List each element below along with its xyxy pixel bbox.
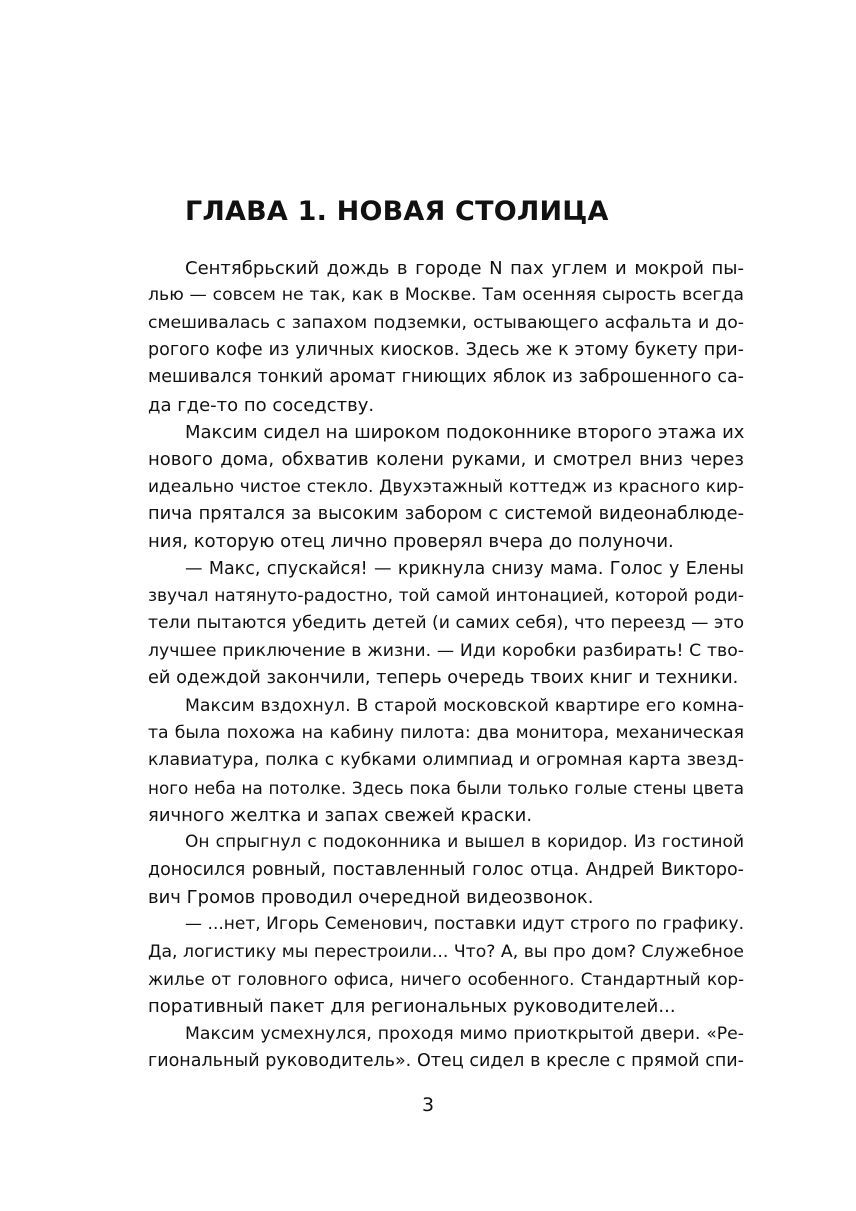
text-line: Максим вздохнул. В старой московской квартире его комна- <box>185 695 744 716</box>
chapter-title: ГЛАВА 1. НОВАЯ СТОЛИЦА <box>185 196 609 227</box>
text-line: нового дома, обхватив колени руками, и смотрел вниз через <box>148 449 744 471</box>
text-line: ей одеждой закончили, теперь очередь твоих книг и техники. <box>148 668 739 689</box>
text-line: — Макс, спускайся! — крикнула снизу мама. Голос у Елены <box>185 558 744 579</box>
text-line: гиональный руководитель». Отец сидел в кресле с прямой спи- <box>148 1050 744 1071</box>
text-line: лью — совсем не так, как в Москве. Там осенняя сырость всегда <box>148 285 744 306</box>
text-line: клавиатура, полка с кубками олимпиад и огромная карта звезд- <box>148 750 744 771</box>
text-line: вич Громов проводил очередной видеозвонок. <box>148 886 594 908</box>
text-line: Максим сидел на широком подоконнике второго этажа их <box>185 422 744 444</box>
text-line: яичного желтка и запах свежей краски. <box>148 804 533 826</box>
text-line: поративный пакет для региональных руководителей... <box>148 996 676 1018</box>
text-line: ния, которую отец лично проверял вчера до полуночи. <box>148 531 674 553</box>
text-line: звучал натянуто-радостно, той самой интонацией, которой роди- <box>148 586 744 607</box>
page-number: 3 <box>421 1094 435 1116</box>
text-line: ного неба на потолке. Здесь пока были только голые стены цвета <box>148 777 744 798</box>
text-line: та была похожа на кабину пилота: два монитора, механическая <box>148 722 744 743</box>
text-line: Максим усмехнулся, проходя мимо приоткрытой двери. «Ре- <box>185 1023 744 1044</box>
text-line: да где-то по соседству. <box>148 394 375 416</box>
chapter-body <box>148 255 744 1075</box>
text-line: Он спрыгнул с подоконника и вышел в коридор. Из гостиной <box>185 832 744 853</box>
text-line: смешивалась с запахом подземки, остывающего асфальта и до- <box>148 312 744 333</box>
text-line: идеально чистое стекло. Двухэтажный коттедж из красного кир- <box>148 476 744 497</box>
text-line: Сентябрьский дождь в городе N пах углем и мокрой пы- <box>185 258 744 279</box>
text-line: мешивался тонкий аромат гниющих яблок из заброшенного са- <box>148 367 744 388</box>
text-line: лучшее приключение в жизни. — Иди коробки разбирать! С тво- <box>148 640 744 661</box>
text-line: пича прятался за высоким забором с системой видеонаблюде- <box>148 504 744 525</box>
text-line: тели пытаются убедить детей (и самих себя), что переезд — это <box>148 613 744 634</box>
text-line: доносился ровный, поставленный голос отца. Андрей Викторо- <box>148 859 744 880</box>
text-line: — ...нет, Игорь Семенович, поставки идут строго по графику. <box>185 914 744 935</box>
text-line: жилье от головного офиса, ничего особенного. Стандартный кор- <box>148 968 744 989</box>
text-line: Да, логистику мы перестроили... Что? А, вы про дом? Служебное <box>148 941 744 962</box>
text-line: рогого кофе из уличных киосков. Здесь же к этому букету при- <box>148 340 744 361</box>
